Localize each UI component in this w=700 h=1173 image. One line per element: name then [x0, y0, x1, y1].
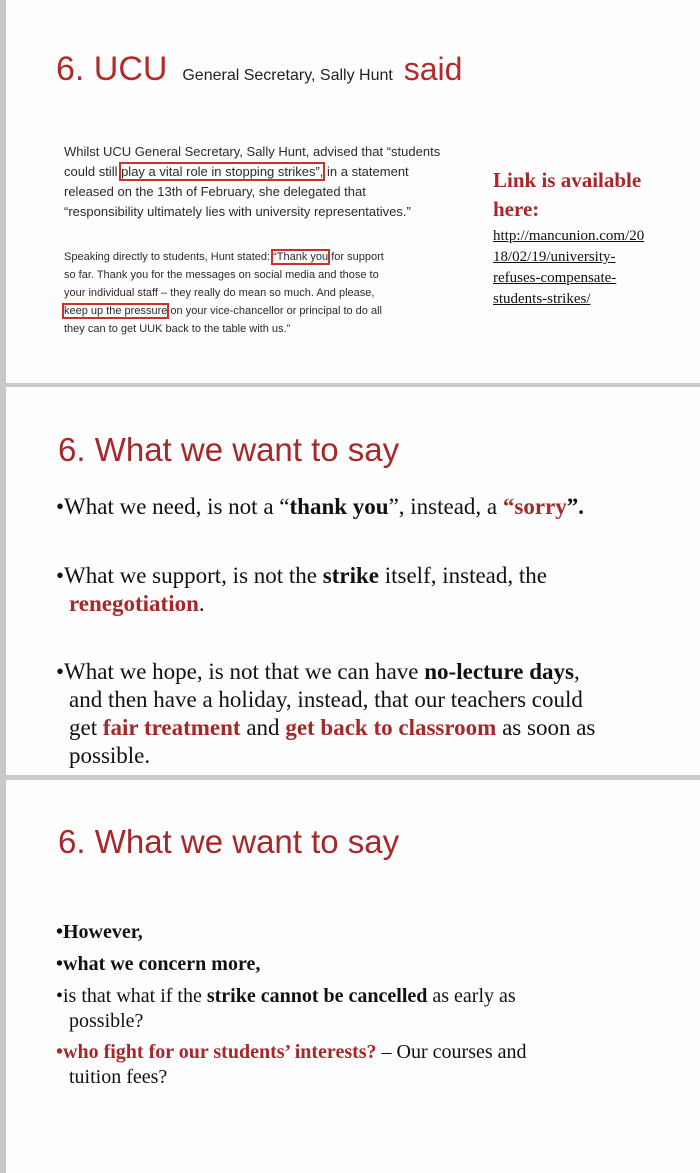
- bullet-text: ”, instead, a: [388, 494, 503, 519]
- bullet-continuation: and then have a holiday, instead, that our teachers could: [69, 687, 583, 712]
- emphasis-strike-cannot-be-cancelled: strike cannot be cancelled: [206, 985, 428, 1007]
- bullet-continuation: possible?: [69, 1010, 144, 1032]
- bullet-however: •However,: [56, 921, 143, 943]
- bullet-need: [56, 493, 686, 521]
- clip2-line-5: they can to get UUK back to the table with us.”: [64, 323, 291, 335]
- bullet-text: •What we need, is not a “: [56, 494, 290, 519]
- emphasis-strike: strike: [322, 563, 379, 588]
- clip1-line-2: [64, 162, 479, 182]
- bullet-text: •What we hope, is not that we can have: [56, 659, 425, 684]
- bullet-hope: [56, 658, 686, 770]
- bullet-text: ,: [573, 659, 580, 684]
- bullet-text: .: [198, 591, 205, 616]
- link-heading-line-2: here:: [493, 197, 540, 221]
- bullet-support: [56, 562, 686, 618]
- bullet-text: get: [69, 715, 103, 740]
- highlight-box-pressure: keep up the pressure: [64, 305, 168, 317]
- emphasis-fair-treatment: fair treatment: [102, 715, 241, 740]
- highlight-box-vital-role: play a vital role in stopping strikes”,: [121, 164, 324, 179]
- slide2-title: 6. What we want to say: [58, 431, 400, 468]
- link-url-line[interactable]: 18/02/19/university-: [493, 249, 616, 265]
- emphasis-thank-you: thank you: [289, 494, 389, 519]
- news-clipping-quote: [64, 248, 449, 338]
- bullet-who-fights: [56, 1040, 686, 1090]
- source-link-block: [493, 166, 693, 310]
- bullet-text: and: [240, 715, 286, 740]
- bullet-text: itself, instead, the: [378, 563, 547, 588]
- news-clipping-statement: [64, 142, 479, 222]
- slide-ucu-statement: [6, 0, 700, 383]
- slide-what-we-want-2: [6, 780, 700, 1173]
- bullet-text: as soon as: [496, 715, 596, 740]
- clip1-line-3: released on the 13th of February, she delegated that: [64, 184, 366, 199]
- emphasis-no-lecture-days: no-lecture days: [424, 659, 574, 684]
- slide-what-we-want-1: [6, 387, 700, 775]
- emphasis-sorry: “sorry: [502, 494, 567, 519]
- link-heading-line-1: Link is available: [493, 168, 642, 192]
- bullet-text: ”.: [566, 494, 585, 519]
- bullet-continuation: [56, 590, 686, 618]
- bullet-text: – Our courses and: [376, 1041, 527, 1063]
- link-url-line[interactable]: refuses-compensate-: [493, 270, 617, 286]
- title-number: 6. UCU: [56, 50, 168, 88]
- link-url-line[interactable]: students-strikes/: [493, 291, 591, 307]
- slide1-title: [56, 50, 462, 89]
- bullet-continuation: [56, 714, 686, 742]
- bullet-marker: •: [56, 1041, 64, 1063]
- title-subtitle: General Secretary, Sally Hunt: [182, 67, 393, 84]
- clip2-line-2: so far. Thank you for the messages on social media and those to: [64, 269, 379, 281]
- emphasis-back-to-classroom: get back to classroom: [285, 715, 497, 740]
- bullet-continuation: tuition fees?: [69, 1066, 168, 1088]
- title-said: said: [403, 51, 463, 87]
- bullet-text: as early as: [427, 985, 516, 1007]
- bullet-text: •What we support, is not the: [56, 563, 323, 588]
- clip1-text: in a statement: [323, 164, 409, 179]
- clip2-text: Speaking directly to students, Hunt stated:: [64, 251, 274, 263]
- clip2-line-1: [64, 248, 449, 266]
- bullet-continuation: possible.: [69, 743, 151, 768]
- source-link[interactable]: [493, 226, 693, 310]
- link-heading: [493, 166, 693, 224]
- emphasis-students-interests: who fight for our students’ interests?: [63, 1041, 377, 1063]
- link-url-line[interactable]: http://mancunion.com/20: [493, 228, 645, 244]
- clip2-text: for support: [328, 251, 384, 263]
- bullet-concern: •what we concern more,: [56, 953, 261, 975]
- clip2-text: on your vice-chancellor or principal to do all: [167, 305, 382, 317]
- clip1-text: could still: [64, 164, 122, 179]
- highlight-box-thank-you: “Thank you: [273, 251, 329, 263]
- clip1-line-1: Whilst UCU General Secretary, Sally Hunt, advised that “students: [64, 144, 441, 159]
- emphasis-renegotiation: renegotiation: [69, 591, 199, 616]
- clip2-line-4: [64, 302, 449, 320]
- clip1-line-4: “responsibility ultimately lies with university representatives.”: [64, 204, 411, 219]
- bullet-text: •is that what if the: [56, 985, 207, 1007]
- clip2-line-3: your individual staff – they really do mean so much. And please,: [64, 287, 375, 299]
- slide3-title: 6. What we want to say: [58, 823, 400, 860]
- bullet-strike-cancelled: [56, 984, 686, 1034]
